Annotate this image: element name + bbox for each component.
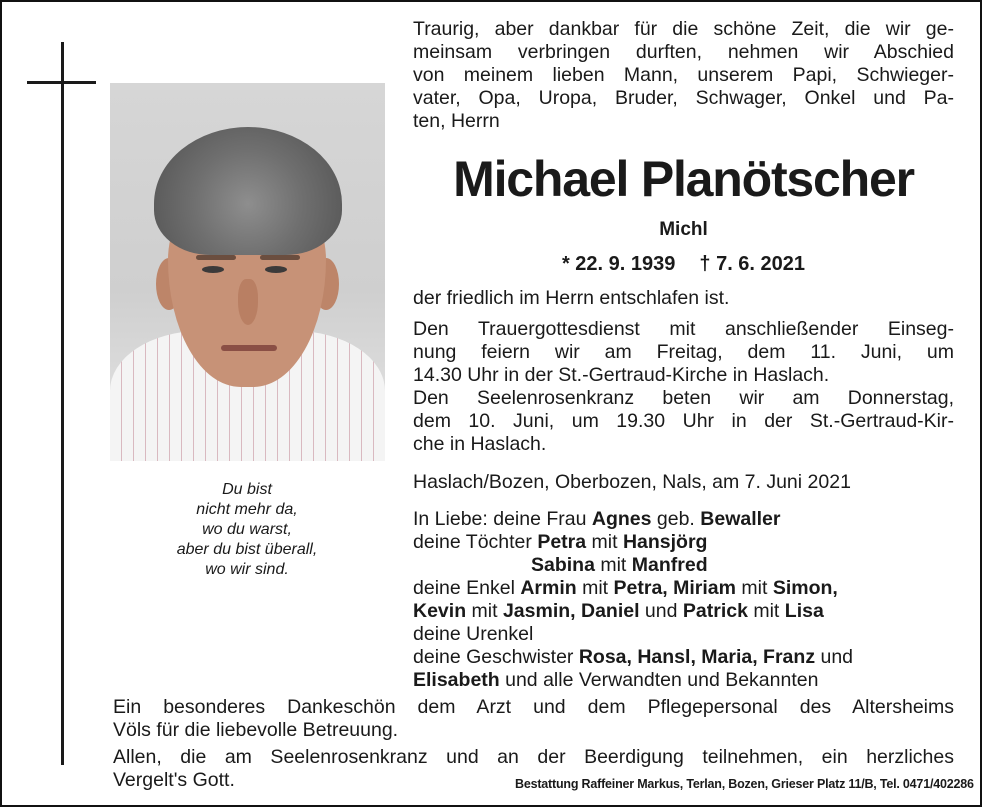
family-name: Rosa, Hansl, Maria, Franz	[578, 646, 816, 668]
family-name: Patrick	[682, 600, 748, 622]
family-line: deine Enkel Armin mit Petra, Miriam mit Simon,	[413, 577, 838, 599]
nickname: Michl	[659, 219, 708, 240]
family-line: Elisabeth und alle Verwandten und Bekannten	[413, 669, 819, 691]
place-date: Haslach/Bozen, Oberbozen, Nals, am 7. Juni 2021	[413, 471, 851, 493]
family-name: Lisa	[784, 600, 824, 622]
body-line: 14.30 Uhr in der St.-Gertraud-Kirche in Haslach.	[413, 364, 830, 386]
family-name: Elisabeth	[413, 669, 500, 691]
family-name: Hansjörg	[622, 531, 708, 553]
intro-line: Traurig, aber dankbar für die schöne Zeit, die wir ge-	[413, 18, 954, 40]
birth-date: * 22. 9. 1939	[561, 253, 676, 275]
photo-brow-left	[196, 255, 236, 260]
photo-eye-left	[202, 266, 224, 273]
family-line: Kevin mit Jasmin, Daniel und Patrick mit Lisa	[413, 600, 824, 622]
poem-line: wo du warst,	[202, 521, 292, 538]
family-line: deine Töchter Petra mit Hansjörg	[413, 531, 708, 553]
cross-vertical-bar	[61, 42, 64, 765]
intro-line: ten, Herrn	[413, 110, 500, 132]
family-name: Petra, Miriam	[613, 577, 736, 599]
funeral-home-footer: Bestattung Raffeiner Markus, Terlan, Bozen, Grieser Platz 11/B, Tel. 0471/402286	[515, 777, 974, 791]
body-line: che in Haslach.	[413, 433, 547, 455]
photo-mouth	[221, 345, 277, 351]
intro-line: vater, Opa, Uropa, Bruder, Schwager, Onkel und Pa-	[413, 87, 954, 109]
death-date: † 7. 6. 2021	[699, 253, 806, 275]
family-name: Manfred	[631, 554, 708, 576]
family-name: Kevin	[413, 600, 467, 622]
family-line: deine Urenkel	[413, 623, 534, 645]
family-line: Sabina mit Manfred	[531, 554, 708, 576]
family-line: In Liebe: deine Frau Agnes geb. Bewaller	[413, 508, 781, 530]
family-line: deine Geschwister Rosa, Hansl, Maria, Franz und	[413, 646, 854, 668]
thanks-line: Vergelt's Gott.	[113, 769, 235, 791]
poem-line: aber du bist überall,	[176, 541, 318, 558]
photo-eye-right	[265, 266, 287, 273]
photo-nose	[238, 279, 258, 325]
intro-line: meinsam verbringen durften, nehmen wir Abschied	[413, 41, 954, 63]
memorial-poem	[112, 480, 382, 580]
family-name: Armin	[520, 577, 577, 599]
life-dates	[413, 253, 954, 276]
thanks-line: Allen, die am Seelenrosenkranz und an der Beerdigung teilnehmen, ein herzliches	[113, 746, 954, 768]
poem-line: wo wir sind.	[205, 561, 289, 578]
family-name: Jasmin, Daniel	[502, 600, 640, 622]
family-name: Petra	[537, 531, 587, 553]
deceased-name: Michael Planötscher	[453, 151, 914, 207]
family-name: Sabina	[531, 554, 595, 576]
poem-line: Du bist	[222, 481, 272, 498]
poem-line: nicht mehr da,	[196, 501, 298, 518]
body-line: Den Seelenrosenkranz beten wir am Donnerstag,	[413, 387, 954, 409]
body-line: Den Trauergottesdienst mit anschließender Einseg-	[413, 318, 954, 340]
body-line: der friedlich im Herrn entschlafen ist.	[413, 287, 730, 309]
photo-hair	[154, 127, 342, 255]
intro-line: von meinem lieben Mann, unserem Papi, Schwieger-	[413, 64, 954, 86]
body-line: nung feiern wir am Freitag, dem 11. Juni, um	[413, 341, 954, 363]
portrait-photo	[110, 83, 385, 461]
family-name: Agnes	[591, 508, 652, 530]
family-name: Bewaller	[700, 508, 781, 530]
cross-horizontal-bar	[27, 81, 96, 84]
thanks-line: Völs für die liebevolle Betreuung.	[113, 719, 399, 741]
body-line: dem 10. Juni, um 19.30 Uhr in der St.-Gertraud-Kir-	[413, 410, 954, 432]
thanks-line: Ein besonderes Dankeschön dem Arzt und dem Pflegepersonal des Altersheims	[113, 696, 954, 718]
photo-brow-right	[260, 255, 300, 260]
family-name: Simon,	[772, 577, 838, 599]
